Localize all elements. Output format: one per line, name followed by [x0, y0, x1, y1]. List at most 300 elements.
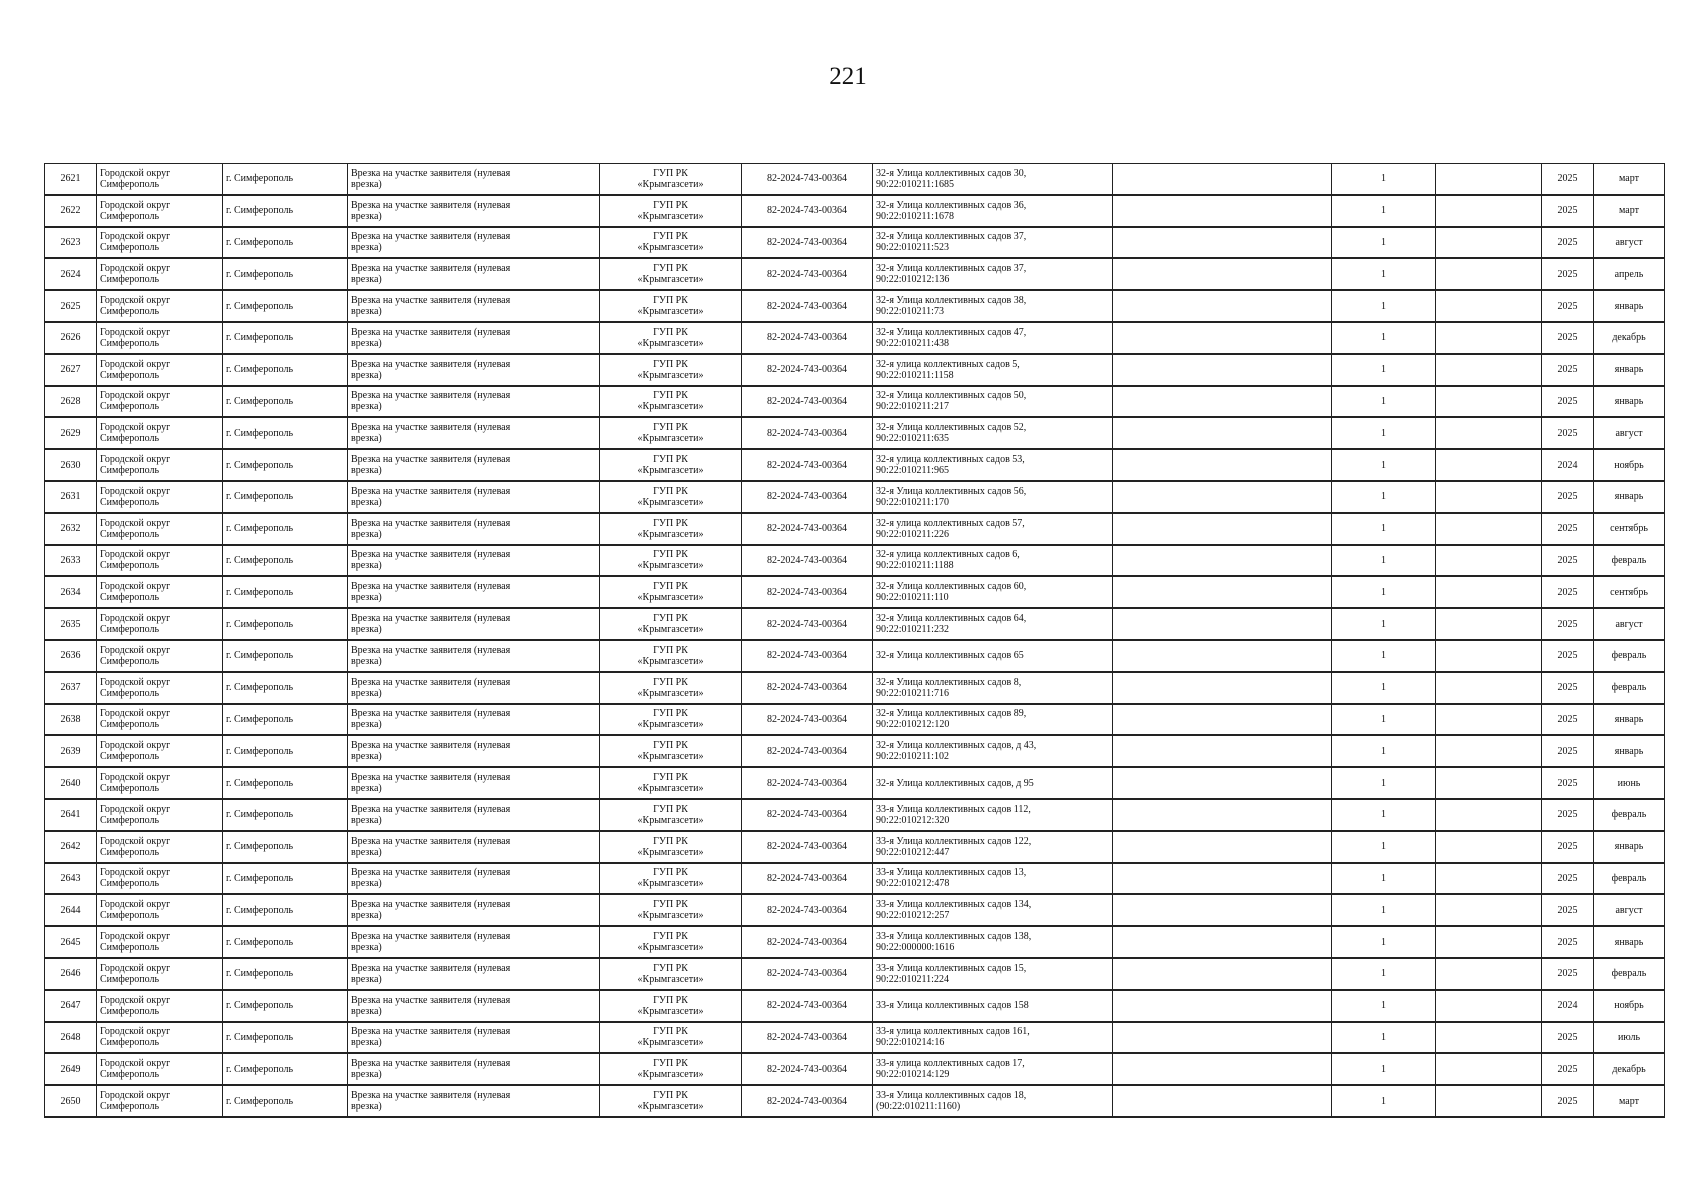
- empty-cell: [1436, 704, 1542, 736]
- month-cell: февраль: [1594, 863, 1665, 895]
- program-code-cell: 82-2024-743-00364: [742, 767, 873, 799]
- program-code-cell: 82-2024-743-00364: [742, 1085, 873, 1117]
- district-cell: Городской округ Симферополь: [97, 1022, 223, 1054]
- empty-cell: [1436, 799, 1542, 831]
- year-cell: 2025: [1542, 894, 1594, 926]
- city-cell: г. Симферополь: [223, 894, 348, 926]
- month-cell: март: [1594, 164, 1665, 195]
- organization-cell: ГУП РК «Крымгазсети»: [600, 640, 742, 672]
- quantity-cell: 1: [1332, 322, 1436, 354]
- city-cell: г. Симферополь: [223, 640, 348, 672]
- program-code-cell: 82-2024-743-00364: [742, 608, 873, 640]
- district-cell: Городской округ Симферополь: [97, 354, 223, 386]
- organization-cell: ГУП РК «Крымгазсети»: [600, 799, 742, 831]
- empty-cell: [1436, 863, 1542, 895]
- empty-cell: [1113, 608, 1332, 640]
- year-cell: 2025: [1542, 258, 1594, 290]
- year-cell: 2025: [1542, 958, 1594, 990]
- address-cell: 32-я Улица коллективных садов 56, 90:22:010211:170: [873, 481, 1113, 513]
- quantity-cell: 1: [1332, 1053, 1436, 1085]
- organization-cell: ГУП РК «Крымгазсети»: [600, 513, 742, 545]
- organization-cell: ГУП РК «Крымгазсети»: [600, 1085, 742, 1117]
- empty-cell: [1436, 164, 1542, 195]
- organization-cell: ГУП РК «Крымгазсети»: [600, 926, 742, 958]
- quantity-cell: 1: [1332, 164, 1436, 195]
- organization-cell: ГУП РК «Крымгазсети»: [600, 258, 742, 290]
- table-row: [45, 863, 1665, 895]
- empty-cell: [1436, 767, 1542, 799]
- year-cell: 2025: [1542, 926, 1594, 958]
- city-cell: г. Симферополь: [223, 290, 348, 322]
- address-cell: 33-я Улица коллективных садов 158: [873, 990, 1113, 1022]
- organization-cell: ГУП РК «Крымгазсети»: [600, 449, 742, 481]
- row-number-cell: 2648: [45, 1022, 97, 1054]
- city-cell: г. Симферополь: [223, 513, 348, 545]
- organization-cell: ГУП РК «Крымгазсети»: [600, 481, 742, 513]
- program-code-cell: 82-2024-743-00364: [742, 227, 873, 259]
- row-number-cell: 2640: [45, 767, 97, 799]
- work-type-cell: Врезка на участке заявителя (нулевая врезка): [348, 767, 600, 799]
- address-cell: 32-я Улица коллективных садов 60, 90:22:010211:110: [873, 576, 1113, 608]
- empty-cell: [1113, 545, 1332, 577]
- empty-cell: [1113, 831, 1332, 863]
- table-row: [45, 990, 1665, 1022]
- district-cell: Городской округ Симферополь: [97, 545, 223, 577]
- row-number-cell: 2633: [45, 545, 97, 577]
- program-code-cell: 82-2024-743-00364: [742, 894, 873, 926]
- row-number-cell: 2630: [45, 449, 97, 481]
- empty-cell: [1436, 576, 1542, 608]
- program-code-cell: 82-2024-743-00364: [742, 863, 873, 895]
- organization-cell: ГУП РК «Крымгазсети»: [600, 195, 742, 227]
- district-cell: Городской округ Симферополь: [97, 894, 223, 926]
- row-number-cell: 2622: [45, 195, 97, 227]
- program-code-cell: 82-2024-743-00364: [742, 386, 873, 418]
- row-number-cell: 2647: [45, 990, 97, 1022]
- empty-cell: [1436, 831, 1542, 863]
- month-cell: апрель: [1594, 258, 1665, 290]
- month-cell: декабрь: [1594, 322, 1665, 354]
- district-cell: Городской округ Симферополь: [97, 449, 223, 481]
- organization-cell: ГУП РК «Крымгазсети»: [600, 767, 742, 799]
- quantity-cell: 1: [1332, 290, 1436, 322]
- district-cell: Городской округ Симферополь: [97, 640, 223, 672]
- quantity-cell: 1: [1332, 1085, 1436, 1117]
- program-code-cell: 82-2024-743-00364: [742, 290, 873, 322]
- district-cell: Городской округ Симферополь: [97, 767, 223, 799]
- empty-cell: [1113, 227, 1332, 259]
- district-cell: Городской округ Симферополь: [97, 481, 223, 513]
- address-cell: 33-я Улица коллективных садов 112, 90:22:010212:320: [873, 799, 1113, 831]
- table-row: [45, 767, 1665, 799]
- city-cell: г. Симферополь: [223, 735, 348, 767]
- quantity-cell: 1: [1332, 990, 1436, 1022]
- row-number-cell: 2636: [45, 640, 97, 672]
- city-cell: г. Симферополь: [223, 958, 348, 990]
- quantity-cell: 1: [1332, 799, 1436, 831]
- quantity-cell: 1: [1332, 608, 1436, 640]
- work-type-cell: Врезка на участке заявителя (нулевая врезка): [348, 704, 600, 736]
- work-type-cell: Врезка на участке заявителя (нулевая врезка): [348, 990, 600, 1022]
- district-cell: Городской округ Симферополь: [97, 863, 223, 895]
- organization-cell: ГУП РК «Крымгазсети»: [600, 576, 742, 608]
- empty-cell: [1113, 322, 1332, 354]
- organization-cell: ГУП РК «Крымгазсети»: [600, 322, 742, 354]
- organization-cell: ГУП РК «Крымгазсети»: [600, 863, 742, 895]
- address-cell: 33-я Улица коллективных садов 138, 90:22:000000:1616: [873, 926, 1113, 958]
- table-row: [45, 227, 1665, 259]
- table-row: [45, 417, 1665, 449]
- row-number-cell: 2650: [45, 1085, 97, 1117]
- table-row: [45, 1085, 1665, 1117]
- program-code-cell: 82-2024-743-00364: [742, 164, 873, 195]
- work-type-cell: Врезка на участке заявителя (нулевая врезка): [348, 640, 600, 672]
- program-code-cell: 82-2024-743-00364: [742, 958, 873, 990]
- table-row: [45, 608, 1665, 640]
- year-cell: 2025: [1542, 164, 1594, 195]
- month-cell: февраль: [1594, 640, 1665, 672]
- table-row: [45, 1022, 1665, 1054]
- organization-cell: ГУП РК «Крымгазсети»: [600, 990, 742, 1022]
- table-row: [45, 672, 1665, 704]
- year-cell: 2025: [1542, 672, 1594, 704]
- city-cell: г. Симферополь: [223, 926, 348, 958]
- organization-cell: ГУП РК «Крымгазсети»: [600, 227, 742, 259]
- empty-cell: [1436, 258, 1542, 290]
- city-cell: г. Симферополь: [223, 1085, 348, 1117]
- organization-cell: ГУП РК «Крымгазсети»: [600, 290, 742, 322]
- work-type-cell: Врезка на участке заявителя (нулевая врезка): [348, 417, 600, 449]
- city-cell: г. Симферополь: [223, 195, 348, 227]
- district-cell: Городской округ Симферополь: [97, 735, 223, 767]
- empty-cell: [1436, 672, 1542, 704]
- table-row: [45, 386, 1665, 418]
- year-cell: 2025: [1542, 195, 1594, 227]
- empty-cell: [1436, 545, 1542, 577]
- work-type-cell: Врезка на участке заявителя (нулевая врезка): [348, 227, 600, 259]
- table-row: [45, 640, 1665, 672]
- program-code-cell: 82-2024-743-00364: [742, 672, 873, 704]
- row-number-cell: 2635: [45, 608, 97, 640]
- city-cell: г. Симферополь: [223, 1022, 348, 1054]
- month-cell: август: [1594, 417, 1665, 449]
- work-type-cell: Врезка на участке заявителя (нулевая врезка): [348, 576, 600, 608]
- district-cell: Городской округ Симферополь: [97, 831, 223, 863]
- work-type-cell: Врезка на участке заявителя (нулевая врезка): [348, 1022, 600, 1054]
- work-type-cell: Врезка на участке заявителя (нулевая врезка): [348, 164, 600, 195]
- empty-cell: [1113, 672, 1332, 704]
- empty-cell: [1113, 417, 1332, 449]
- program-code-cell: 82-2024-743-00364: [742, 1022, 873, 1054]
- month-cell: январь: [1594, 354, 1665, 386]
- month-cell: январь: [1594, 386, 1665, 418]
- month-cell: сентябрь: [1594, 576, 1665, 608]
- month-cell: январь: [1594, 735, 1665, 767]
- month-cell: февраль: [1594, 672, 1665, 704]
- table-row: [45, 831, 1665, 863]
- year-cell: 2025: [1542, 322, 1594, 354]
- month-cell: август: [1594, 608, 1665, 640]
- empty-cell: [1436, 1053, 1542, 1085]
- empty-cell: [1436, 195, 1542, 227]
- district-cell: Городской округ Симферополь: [97, 513, 223, 545]
- empty-cell: [1436, 513, 1542, 545]
- address-cell: 33-я улица коллективных садов 17, 90:22:010214:129: [873, 1053, 1113, 1085]
- program-code-cell: 82-2024-743-00364: [742, 1053, 873, 1085]
- row-number-cell: 2638: [45, 704, 97, 736]
- year-cell: 2025: [1542, 831, 1594, 863]
- row-number-cell: 2632: [45, 513, 97, 545]
- program-code-cell: 82-2024-743-00364: [742, 513, 873, 545]
- program-code-cell: 82-2024-743-00364: [742, 481, 873, 513]
- quantity-cell: 1: [1332, 863, 1436, 895]
- month-cell: ноябрь: [1594, 990, 1665, 1022]
- quantity-cell: 1: [1332, 417, 1436, 449]
- empty-cell: [1436, 481, 1542, 513]
- organization-cell: ГУП РК «Крымгазсети»: [600, 672, 742, 704]
- table-row: [45, 354, 1665, 386]
- city-cell: г. Симферополь: [223, 354, 348, 386]
- quantity-cell: 1: [1332, 258, 1436, 290]
- month-cell: январь: [1594, 926, 1665, 958]
- district-cell: Городской округ Симферополь: [97, 386, 223, 418]
- address-cell: 32-я Улица коллективных садов 30, 90:22:010211:1685: [873, 164, 1113, 195]
- address-cell: 32-я Улица коллективных садов 47, 90:22:010211:438: [873, 322, 1113, 354]
- row-number-cell: 2637: [45, 672, 97, 704]
- year-cell: 2025: [1542, 735, 1594, 767]
- district-cell: Городской округ Симферополь: [97, 164, 223, 195]
- year-cell: 2025: [1542, 608, 1594, 640]
- quantity-cell: 1: [1332, 481, 1436, 513]
- district-cell: Городской округ Симферополь: [97, 926, 223, 958]
- month-cell: февраль: [1594, 799, 1665, 831]
- empty-cell: [1436, 354, 1542, 386]
- quantity-cell: 1: [1332, 386, 1436, 418]
- row-number-cell: 2643: [45, 863, 97, 895]
- row-number-cell: 2629: [45, 417, 97, 449]
- month-cell: январь: [1594, 831, 1665, 863]
- row-number-cell: 2641: [45, 799, 97, 831]
- empty-cell: [1113, 576, 1332, 608]
- year-cell: 2025: [1542, 767, 1594, 799]
- quantity-cell: 1: [1332, 831, 1436, 863]
- work-type-cell: Врезка на участке заявителя (нулевая врезка): [348, 513, 600, 545]
- empty-cell: [1436, 894, 1542, 926]
- table-row: [45, 1053, 1665, 1085]
- work-type-cell: Врезка на участке заявителя (нулевая врезка): [348, 735, 600, 767]
- district-cell: Городской округ Симферополь: [97, 290, 223, 322]
- city-cell: г. Симферополь: [223, 863, 348, 895]
- empty-cell: [1113, 958, 1332, 990]
- work-type-cell: Врезка на участке заявителя (нулевая врезка): [348, 926, 600, 958]
- program-code-cell: 82-2024-743-00364: [742, 545, 873, 577]
- program-code-cell: 82-2024-743-00364: [742, 354, 873, 386]
- address-cell: 32-я улица коллективных садов 57, 90:22:010211:226: [873, 513, 1113, 545]
- table-row: [45, 481, 1665, 513]
- city-cell: г. Симферополь: [223, 1053, 348, 1085]
- month-cell: февраль: [1594, 958, 1665, 990]
- year-cell: 2025: [1542, 704, 1594, 736]
- month-cell: август: [1594, 227, 1665, 259]
- month-cell: август: [1594, 894, 1665, 926]
- address-cell: 32-я улица коллективных садов 5, 90:22:010211:1158: [873, 354, 1113, 386]
- address-cell: 32-я Улица коллективных садов 38, 90:22:010211:73: [873, 290, 1113, 322]
- empty-cell: [1113, 990, 1332, 1022]
- empty-cell: [1113, 1022, 1332, 1054]
- address-cell: 32-я улица коллективных садов 53, 90:22:010211:965: [873, 449, 1113, 481]
- year-cell: 2025: [1542, 386, 1594, 418]
- work-type-cell: Врезка на участке заявителя (нулевая врезка): [348, 894, 600, 926]
- quantity-cell: 1: [1332, 926, 1436, 958]
- work-type-cell: Врезка на участке заявителя (нулевая врезка): [348, 672, 600, 704]
- city-cell: г. Симферополь: [223, 227, 348, 259]
- work-type-cell: Врезка на участке заявителя (нулевая врезка): [348, 195, 600, 227]
- work-type-cell: Врезка на участке заявителя (нулевая врезка): [348, 958, 600, 990]
- empty-cell: [1436, 990, 1542, 1022]
- program-code-cell: 82-2024-743-00364: [742, 799, 873, 831]
- empty-cell: [1436, 1022, 1542, 1054]
- work-type-cell: Врезка на участке заявителя (нулевая врезка): [348, 449, 600, 481]
- organization-cell: ГУП РК «Крымгазсети»: [600, 545, 742, 577]
- year-cell: 2024: [1542, 990, 1594, 1022]
- program-code-cell: 82-2024-743-00364: [742, 576, 873, 608]
- city-cell: г. Симферополь: [223, 704, 348, 736]
- city-cell: г. Симферополь: [223, 608, 348, 640]
- empty-cell: [1113, 767, 1332, 799]
- organization-cell: ГУП РК «Крымгазсети»: [600, 417, 742, 449]
- city-cell: г. Симферополь: [223, 576, 348, 608]
- organization-cell: ГУП РК «Крымгазсети»: [600, 386, 742, 418]
- year-cell: 2025: [1542, 545, 1594, 577]
- year-cell: 2025: [1542, 227, 1594, 259]
- district-cell: Городской округ Симферополь: [97, 1053, 223, 1085]
- month-cell: январь: [1594, 704, 1665, 736]
- year-cell: 2025: [1542, 290, 1594, 322]
- month-cell: январь: [1594, 481, 1665, 513]
- table-row: [45, 958, 1665, 990]
- row-number-cell: 2642: [45, 831, 97, 863]
- table-row: [45, 164, 1665, 195]
- month-cell: ноябрь: [1594, 449, 1665, 481]
- empty-cell: [1113, 863, 1332, 895]
- empty-cell: [1436, 926, 1542, 958]
- organization-cell: ГУП РК «Крымгазсети»: [600, 704, 742, 736]
- empty-cell: [1113, 1085, 1332, 1117]
- program-code-cell: 82-2024-743-00364: [742, 449, 873, 481]
- month-cell: июль: [1594, 1022, 1665, 1054]
- district-cell: Городской округ Симферополь: [97, 195, 223, 227]
- year-cell: 2025: [1542, 799, 1594, 831]
- district-cell: Городской округ Симферополь: [97, 258, 223, 290]
- work-type-cell: Врезка на участке заявителя (нулевая врезка): [348, 545, 600, 577]
- work-type-cell: Врезка на участке заявителя (нулевая врезка): [348, 290, 600, 322]
- month-cell: март: [1594, 1085, 1665, 1117]
- empty-cell: [1113, 640, 1332, 672]
- organization-cell: ГУП РК «Крымгазсети»: [600, 1053, 742, 1085]
- month-cell: февраль: [1594, 545, 1665, 577]
- month-cell: январь: [1594, 290, 1665, 322]
- work-type-cell: Врезка на участке заявителя (нулевая врезка): [348, 608, 600, 640]
- year-cell: 2025: [1542, 640, 1594, 672]
- row-number-cell: 2621: [45, 164, 97, 195]
- district-cell: Городской округ Симферополь: [97, 704, 223, 736]
- program-code-cell: 82-2024-743-00364: [742, 258, 873, 290]
- year-cell: 2025: [1542, 513, 1594, 545]
- work-type-cell: Врезка на участке заявителя (нулевая врезка): [348, 386, 600, 418]
- table-row: [45, 513, 1665, 545]
- quantity-cell: 1: [1332, 513, 1436, 545]
- quantity-cell: 1: [1332, 672, 1436, 704]
- address-cell: 33-я Улица коллективных садов 122, 90:22:010212:447: [873, 831, 1113, 863]
- quantity-cell: 1: [1332, 449, 1436, 481]
- empty-cell: [1436, 1085, 1542, 1117]
- district-cell: Городской округ Симферополь: [97, 322, 223, 354]
- row-number-cell: 2628: [45, 386, 97, 418]
- address-cell: 32-я Улица коллективных садов 89, 90:22:010212:120: [873, 704, 1113, 736]
- row-number-cell: 2625: [45, 290, 97, 322]
- year-cell: 2025: [1542, 417, 1594, 449]
- quantity-cell: 1: [1332, 704, 1436, 736]
- work-type-cell: Врезка на участке заявителя (нулевая врезка): [348, 863, 600, 895]
- row-number-cell: 2624: [45, 258, 97, 290]
- address-cell: 32-я Улица коллективных садов 37, 90:22:010211:523: [873, 227, 1113, 259]
- city-cell: г. Симферополь: [223, 831, 348, 863]
- empty-cell: [1113, 799, 1332, 831]
- work-type-cell: Врезка на участке заявителя (нулевая врезка): [348, 1053, 600, 1085]
- year-cell: 2025: [1542, 1085, 1594, 1117]
- year-cell: 2025: [1542, 863, 1594, 895]
- quantity-cell: 1: [1332, 958, 1436, 990]
- city-cell: г. Симферополь: [223, 799, 348, 831]
- row-number-cell: 2627: [45, 354, 97, 386]
- empty-cell: [1113, 704, 1332, 736]
- empty-cell: [1113, 1053, 1332, 1085]
- data-table: [44, 163, 1665, 1118]
- empty-cell: [1113, 386, 1332, 418]
- empty-cell: [1436, 227, 1542, 259]
- table-row: [45, 290, 1665, 322]
- row-number-cell: 2644: [45, 894, 97, 926]
- row-number-cell: 2649: [45, 1053, 97, 1085]
- empty-cell: [1113, 195, 1332, 227]
- program-code-cell: 82-2024-743-00364: [742, 417, 873, 449]
- work-type-cell: Врезка на участке заявителя (нулевая врезка): [348, 322, 600, 354]
- address-cell: 32-я Улица коллективных садов 64, 90:22:010211:232: [873, 608, 1113, 640]
- year-cell: 2025: [1542, 1053, 1594, 1085]
- quantity-cell: 1: [1332, 227, 1436, 259]
- quantity-cell: 1: [1332, 1022, 1436, 1054]
- quantity-cell: 1: [1332, 354, 1436, 386]
- empty-cell: [1436, 386, 1542, 418]
- city-cell: г. Симферополь: [223, 990, 348, 1022]
- address-cell: 33-я Улица коллективных садов 134, 90:22:010212:257: [873, 894, 1113, 926]
- address-cell: 32-я улица коллективных садов 6, 90:22:010211:1188: [873, 545, 1113, 577]
- program-code-cell: 82-2024-743-00364: [742, 926, 873, 958]
- organization-cell: ГУП РК «Крымгазсети»: [600, 608, 742, 640]
- year-cell: 2025: [1542, 354, 1594, 386]
- program-code-cell: 82-2024-743-00364: [742, 640, 873, 672]
- quantity-cell: 1: [1332, 195, 1436, 227]
- empty-cell: [1113, 926, 1332, 958]
- month-cell: сентябрь: [1594, 513, 1665, 545]
- quantity-cell: 1: [1332, 767, 1436, 799]
- table-row: [45, 704, 1665, 736]
- row-number-cell: 2626: [45, 322, 97, 354]
- address-cell: 33-я улица коллективных садов 161, 90:22:010214:16: [873, 1022, 1113, 1054]
- empty-cell: [1113, 481, 1332, 513]
- empty-cell: [1113, 735, 1332, 767]
- organization-cell: ГУП РК «Крымгазсети»: [600, 958, 742, 990]
